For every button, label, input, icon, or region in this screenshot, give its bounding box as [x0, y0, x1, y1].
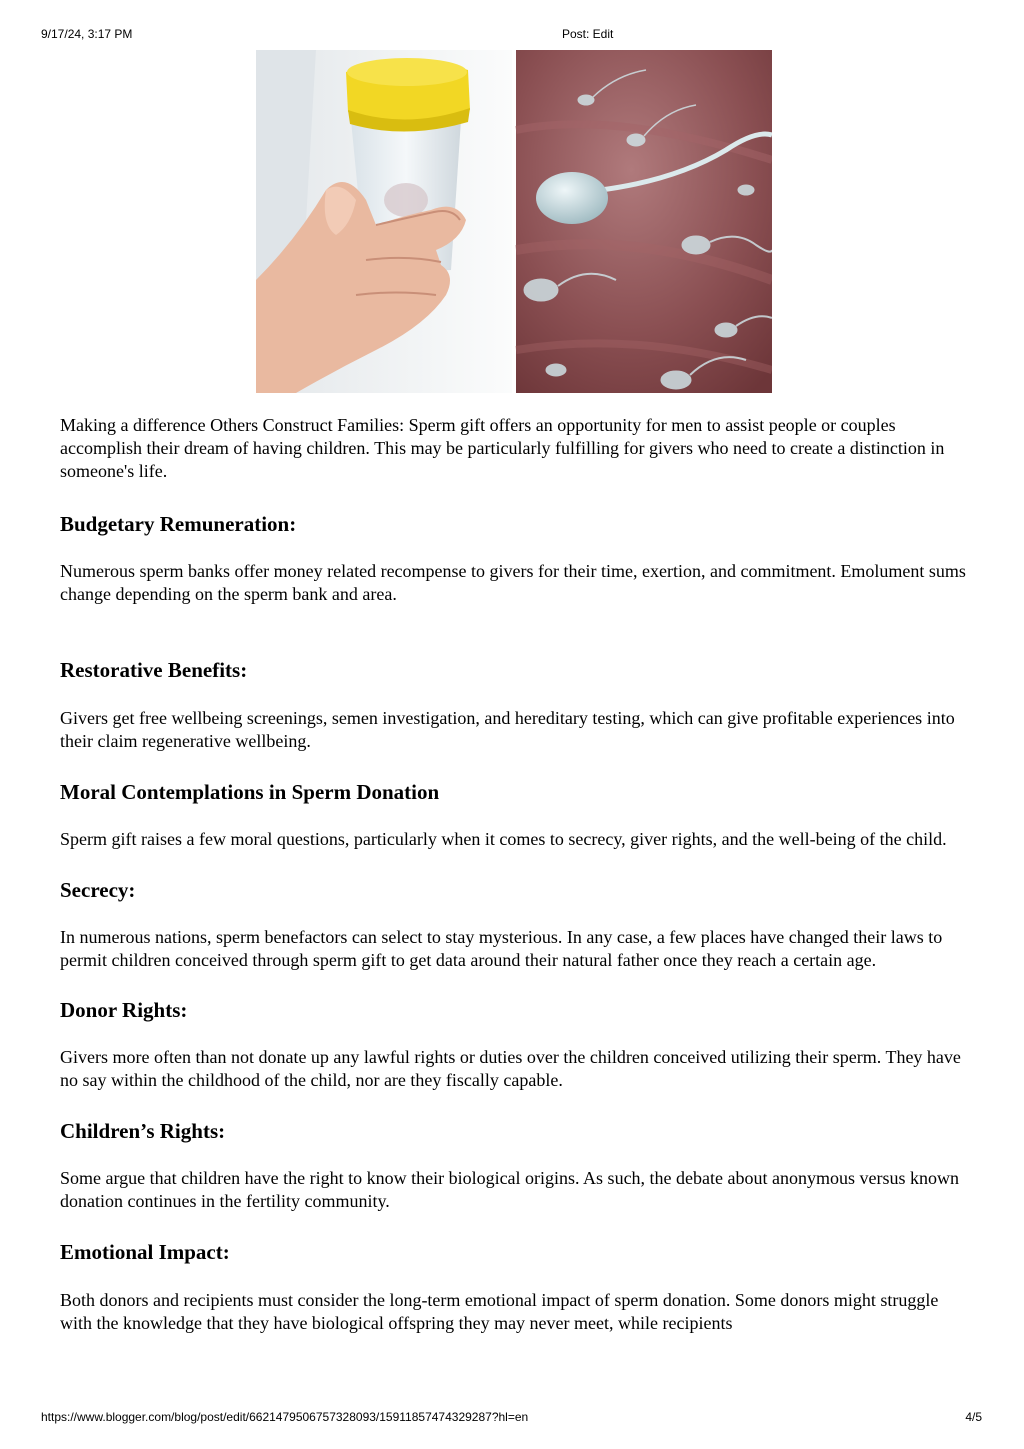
section-heading-restorative: Restorative Benefits:: [60, 658, 248, 682]
section-body-moral: Sperm gift raises a few moral questions, particularly when it comes to secrecy, giver rights, and the well-being of the child.: [60, 829, 947, 849]
hero-image: [256, 50, 772, 393]
print-footer: [0, 1410, 1024, 1426]
section-body-donor-rights: Givers more often than not donate up any lawful rights or duties over the children conceived utilizing their sperm. They have no say within the childhood of the child, nor are they fiscally capable.: [60, 1047, 961, 1090]
section-body-emotional-impact: Both donors and recipients must consider the long-term emotional impact of sperm donation. Some donors might struggle with the knowledge that they have biological offspring they may never meet, while recipients: [60, 1290, 939, 1333]
sample-cup-and-sperm-illustration: [256, 50, 772, 393]
print-page-title: Post: Edit: [562, 27, 614, 41]
section-heading-emotional-impact: Emotional Impact:: [60, 1240, 230, 1264]
section-heading-donor-rights: Donor Rights:: [60, 998, 188, 1022]
section-body-secrecy: In numerous nations, sperm benefactors can select to stay mysterious. In any case, a few places have changed their laws to permit children conceived through sperm gift to get data around their natural father once they reach a certain age.: [60, 927, 943, 970]
section-heading-moral: Moral Contemplations in Sperm Donation: [60, 780, 440, 804]
section-body-childrens-rights: Some argue that children have the right to know their biological origins. As such, the debate about anonymous versus known donation continues in the fertility community.: [60, 1168, 959, 1211]
section-body-budgetary: Numerous sperm banks offer money related recompense to givers for their time, exertion, and commitment. Emolument sums change depending on the sperm bank and area.: [60, 561, 966, 604]
section-heading-childrens-rights: Children’s Rights:: [60, 1119, 226, 1143]
print-header: [0, 27, 1024, 43]
section-heading-budgetary: Budgetary Remuneration:: [60, 512, 297, 536]
print-url[interactable]: https://www.blogger.com/blog/post/edit/6621479506757328093/1591185747432928​7?hl=en: [41, 1410, 529, 1424]
article-body: [60, 414, 972, 1335]
section-heading-secrecy: Secrecy:: [60, 878, 136, 902]
intro-paragraph: Making a difference Others Construct Families: Sperm gift offers an opportunity for men to assist people or couples accomplish their dream of having children. This may be particularly fulfilling for givers who need to create a distinction in someone's life.: [60, 415, 945, 481]
print-page-number: 4/5: [965, 1410, 982, 1424]
section-body-restorative: Givers get free wellbeing screenings, semen investigation, and hereditary testing, which can give profitable experiences into their claim regenerative wellbeing.: [60, 708, 955, 751]
print-datetime: 9/17/24, 3:17 PM: [41, 27, 133, 41]
